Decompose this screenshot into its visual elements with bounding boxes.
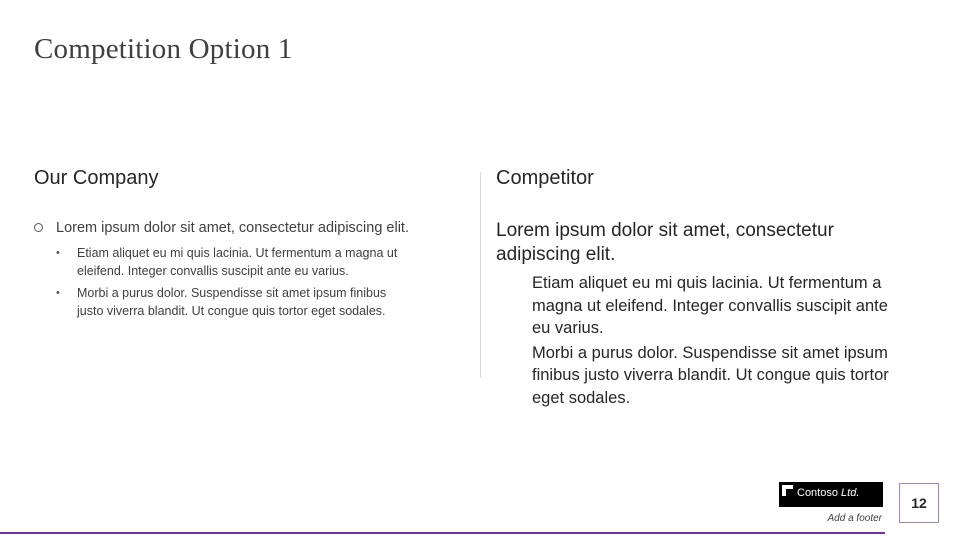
logo-name: Contoso bbox=[797, 487, 838, 499]
competitor-sub-texts bbox=[496, 272, 896, 409]
list-item bbox=[56, 244, 414, 280]
bullet-dot-icon: • bbox=[56, 247, 60, 259]
competitor-main-text: Lorem ipsum dolor sit amet, consectetur adipiscing elit. bbox=[496, 220, 834, 265]
footer-text: Add a footer bbox=[827, 513, 882, 524]
sub-bullet-text: Morbi a purus dolor. Suspendisse sit amet ipsum finibus justo viverra blandit. Ut congue quis tortor eget sodales. bbox=[77, 286, 387, 318]
footer-accent-line bbox=[0, 532, 885, 534]
logo-suffix: Ltd. bbox=[841, 487, 860, 499]
competitor-sub-text: Etiam aliquet eu mi quis lacinia. Ut fermentum a magna ut eleifend. Integer convallis suscipit ante eu varius. bbox=[532, 274, 888, 337]
ring-bullet-icon bbox=[34, 223, 43, 232]
contoso-logo bbox=[779, 482, 883, 507]
list-item bbox=[56, 284, 414, 320]
logo-text bbox=[797, 487, 859, 499]
sub-bullet-list bbox=[34, 244, 414, 320]
sub-bullet-text: Etiam aliquet eu mi quis lacinia. Ut fermentum a magna ut eleifend. Integer convallis suscipit ante eu varius. bbox=[77, 246, 398, 278]
page-number: 12 bbox=[899, 483, 939, 523]
list-item bbox=[34, 219, 414, 237]
our-company-heading: Our Company bbox=[34, 167, 159, 189]
slide-title: Competition Option 1 bbox=[34, 33, 293, 65]
competitor-sub-text: Morbi a purus dolor. Suspendisse sit amet ipsum finibus justo viverra blandit. Ut congue quis tortor eget sodales. bbox=[532, 343, 889, 407]
bullet-dot-icon: • bbox=[56, 287, 60, 299]
bullet-text: Lorem ipsum dolor sit amet, consectetur adipiscing elit. bbox=[56, 220, 409, 236]
competitor-content bbox=[496, 219, 896, 409]
our-company-content bbox=[34, 219, 414, 324]
competitor-heading: Competitor bbox=[496, 167, 594, 189]
column-divider bbox=[480, 172, 481, 378]
logo-corner-icon bbox=[782, 485, 793, 496]
